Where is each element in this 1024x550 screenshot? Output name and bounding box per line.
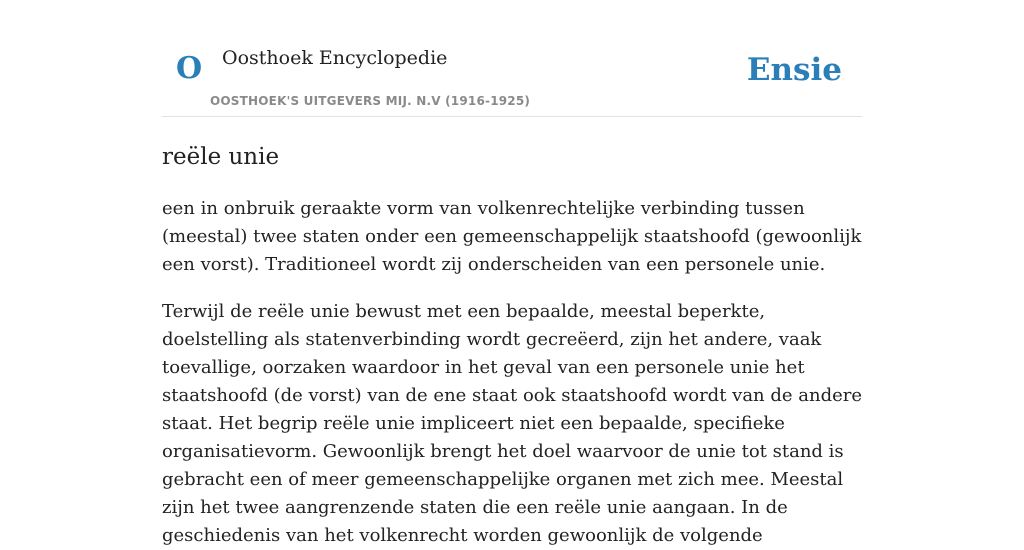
- source-publisher: OOSTHOEK'S UITGEVERS MIJ. N.V (1916-1925): [210, 94, 531, 108]
- entry-paragraph: Terwijl de reële unie bewust met een bepaalde, meestal beperkte, doelstelling als statenverbinding wordt gecreëerd, zijn het andere, vaak toevallige, oorzaken waardoor in het geval van een personele unie het staatshoofd (de vorst) van de ene staat ook staatshoofd wordt van de andere staat. Het begrip reële unie impliceert niet een bepaalde, specifieke organisatievorm. Gewoonlijk brengt het doel waarvoor de unie tot stand is gebracht een of meer gemeenschappelijke organen met zich mee. Meestal zijn het twee aangrenzende staten die een reële unie aangaan. In de geschiedenis van het volkenrecht worden gewoonlijk de volgende: [162, 301, 863, 546]
- source-header: [162, 0, 862, 117]
- entry-paragraph: een in onbruik geraakte vorm van volkenrechtelijke verbinding tussen (meestal) twee staten onder een gemeenschappelijk staatshoofd (gewoonlijk een vorst). Traditioneel wordt zij onderscheiden van een personele unie.: [162, 198, 862, 275]
- source-title[interactable]: Oosthoek Encyclopedie: [222, 47, 448, 69]
- entry-body: [162, 195, 862, 550]
- content-column: [162, 0, 862, 550]
- entry-title: reële unie: [162, 144, 280, 170]
- ensie-logo-link[interactable]: Ensie: [746, 52, 842, 88]
- source-logo[interactable]: O: [176, 51, 203, 86]
